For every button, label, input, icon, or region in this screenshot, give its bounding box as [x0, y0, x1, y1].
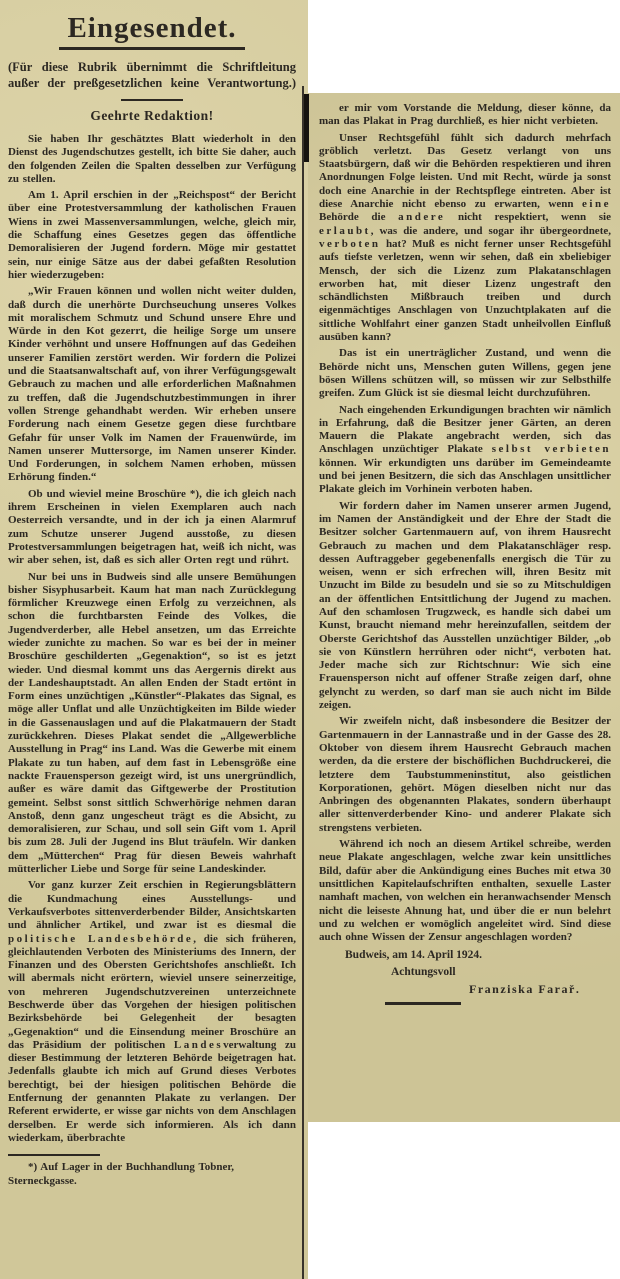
emphasized-text: andere — [398, 211, 446, 224]
article-paragraph — [8, 133, 296, 186]
article-paragraph — [319, 132, 611, 345]
article-paragraph — [319, 500, 611, 713]
paragraph-text: , was die andere, und sogar ihr übergeordnete, — [370, 224, 611, 237]
paragraph-text: er mir vom Vorstande die Meldung, dieser könne, da man das Plakat in Prag durchließ, es hier nicht verbieten. — [319, 102, 611, 128]
emphasized-text: verboten — [319, 237, 381, 250]
dateline: Budweis, am 14. April 1924. — [345, 949, 483, 962]
paragraph-text: , die sich früheren, gleichlautenden Verboten des Ministeriums des Innern, der Finanzen und des Obersten Gerichtshofes anschließt. Ich will abermals nicht erörtern, wieviel unsere seinerzeitige, von mehreren Jugendschutzvereinen unterzeichnete Beschwerde über das Vorgehen der hiesigen politischen Bezirksbehörde bei Gelegenheit der besagten „Gegenaktion“ und die Einsendung meiner Broschüre an das Präsidium der politischen — [8, 932, 296, 1051]
paragraph-text: *) Auf Lager in der Buchhandlung Tobner, Sterneckgasse. — [8, 1161, 235, 1187]
paragraph-text: Unser Rechtsgefühl fühlt sich dadurch mehrfach gröblich verletzt. Das Gesetz verlangt von uns Staatsbürgern, daß wir die Behörden respektieren und ihren Anordnungen Folge leisten. Und mit Recht, würde ja sonst doch eine Anarchie in der Rechtspflege eintreten. Aber ist diese Anarchie nicht ebenso zu erwarten, wenn — [319, 131, 611, 211]
paragraph-text: verwaltung zu dieser Bestimmung der letzteren Behörde beigetragen hat. Jedenfalls glaubte ich mich auf Grund dieses Verbotes berechtigt, bei der hiesigen politischen Behörde die Entfernung der genannten Plakate zu verlangen. Der Referent erwiderte, er wisse gar nichts von dem Anschlagen derselben. Er werde sich informieren. Als ich dann wiederkam, überbrachte — [8, 1038, 296, 1144]
section-rule — [121, 99, 183, 101]
footnote-rule — [8, 1154, 100, 1156]
emphasized-text: Landes — [173, 1038, 224, 1051]
article-paragraph — [8, 189, 296, 282]
paragraph-text: Am 1. April erschien in der „Reichspost“ der Bericht über eine Protestversammlung der katholischen Frauen Wiens in zwei Massenversammlungen, welche, gleich mir, die Schaffung eines Gesetzes gegen das öffentliche Demoralisieren der Jugend fordern. Möge mir gestattet sein, nur einige Sätze aus der dabei gefaßten Resolution hier wiederzugeben: — [8, 189, 296, 281]
article-title — [8, 8, 296, 50]
article-paragraph — [8, 571, 296, 877]
paragraph-text: Nur bei uns in Budweis sind alle unsere Bemühungen bisher Sisyphusarbeit. Kaum hat man nach Zurücklegung förmlicher Kreuzwege einen Erfolg zu verzeichnen, als schon die furchtbarsten Feinde des Volkes, die Jugendverderber, alle Hebel ansetzen, um das Erreichte wieder zunichte zu machen. So war es bei der in meiner Broschüre geschilderten „Gegenaktion“, so ist es jetzt wieder. Und diesmal kommt uns das Aergernis direkt aus der Landeshauptstadt. An allen Enden der Stadt ertönt in Form eines unzüchtigen „Künstler“-Plakates das Signal, es möge aller Unflat und alle Unzüchtigkeiten im Bilde wieder in die Gassenauslagen und auf die Plakatmauern der Stadt zurückkehren. Dieses Plakat sendet die „Allgewerbliche Ausstellung in Prag“ ins Land. Was die Gewerbe mit einem Plakate zu tun haben, auf dem fast in Lebensgröße eine nackte Frauensperson gezeigt wird, ist uns unergründlich, außer es wäre damit das Giftgewerbe der Prostitution gemeint. Selbst sonst sittlich Schwerhörige nehmen daran Anstoß, denn ganz ungescheut trägt es die Absicht, zu demoralisieren, zur Schau, und soll sein Gift vom 1. April bis zum 28. Juli der Jugend ins Blut träufeln. Wir danken dem „Mütterchen“ Prag für diesen Beweis wahrhaft mütterlicher Liebe und Sorge für seine Landeskinder. — [8, 570, 296, 876]
paragraph-text: können. Wir erkundigten uns darüber im Gemeindeamte und bei jenen Besitzern, die sich das Anschlagen unsittlicher Plakate gleich im Vorhinein verboten haben. — [319, 456, 611, 496]
article-paragraph — [319, 838, 611, 944]
left-column-body — [8, 133, 296, 1145]
paragraph-text: Das ist ein unerträglicher Zustand, und wenn die Behörde nicht uns, Menschen guten Willens, gegen jene bösen Willens schützen will, so müssen wir zur Selbsthilfe greifen. Zum Glück ist sie diesmal leicht durchzuführen. — [319, 347, 611, 400]
article-paragraph — [319, 347, 611, 400]
right-column — [319, 102, 611, 1005]
paragraph-text: Ob und wieviel meine Broschüre *), die ich gleich nach ihrem Erscheinen in vielen Exemplaren auch nach Oesterreich versandte, und in der ich ja einen Alarmruf zum Schutze unserer Jugend ausstoße, zu diesen Protestversammlungen beigetragen hat, weiß ich nicht, was wir aber sehen, ist, daß es sich aller Orten regt und rührt. — [8, 487, 296, 567]
emphasized-text: eine — [582, 198, 611, 211]
closing-formula: Achtungsvoll — [391, 966, 456, 979]
emphasized-text: politische Landesbehörde — [8, 932, 194, 945]
left-column — [8, 6, 296, 1191]
article-title-text: Eingesendet. — [59, 12, 244, 50]
end-rule — [385, 1002, 461, 1005]
column-divider-rule — [302, 86, 304, 1279]
article-paragraph — [319, 102, 611, 129]
article-paragraph — [8, 285, 296, 484]
paragraph-text: Während ich noch an diesem Artikel schreibe, werden neue Plakate angeschlagen, welche zwar kein unsittliches Bild, dafür aber die Ankündigung eines Buches mit etwa 30 unsittlichen Kapitelaufschriften enthalten, sexuelle Laster namhaft machen, von welchen ein heranwachsender Mensch nicht die leiseste Ahnung hat, und über die er nun belehrt und zu welchen er womöglich angeleitet wird. Sind diese auch ohne Wissen der Zensur angeschlagen worden? — [319, 838, 611, 944]
paragraph-text: Behörde die — [319, 211, 399, 224]
article-paragraph — [8, 879, 296, 1145]
article-paragraph — [319, 715, 611, 835]
paragraph-text: Vor ganz kurzer Zeit erschien in Regierungsblättern die Kundmachung eines Ausstellungs- und Verkaufsverbotes sittenverderbender Bilder, Ansichtskarten und ähnlicher Artikel, und zwar ist es diesmal die — [8, 879, 296, 932]
paragraph-text: nicht respektiert, wenn sie — [445, 211, 611, 224]
emphasized-text: erlaubt — [319, 224, 371, 237]
paragraph-text: hat? Muß es nicht ferner unser Rechtsgefühl aufs tiefste verletzen, wenn wir sehen, daß ein xbeliebiger Mensch, der sich die Lizenz zum Plakatanschlagen erworben hat, mit dieser Lizenz ungestraft den schändlichsten Mißbrauch treiben und durch eigenmächtiges Anschlagen von Unzuchtplakaten auf die sittliche Wohlfahrt einer ganzen Stadt unheilvollen Einfluß ausüben kann? — [319, 237, 611, 344]
paragraph-text: „Wir Frauen können und wollen nicht weiter dulden, daß durch die unerhörte Durchseuchung unseres Volkes mit moralischem Schmutz und Schund unsere Ehre und Würde in den Kot gezerrt, die heilige Sorge um unsere Kinder verhöhnt und unsere Hoffnungen auf das Gedeihen unserer Familien zerstört werden. Wir fordern die Polizei und die Staatsanwaltschaft auf, von ihrer Verfügungsgewalt Gebrauch zu machen und alle erforderlichen Maßnahmen zu treffen, daß die Jugendschutzbestimmungen in ihrer vollen Strenge gehandhabt werden. Wir erheben unsere Forderung nach einem Gesetze gegen diese furchtbare Gefahr für unser Volk im Namen der Frauenwürde, im Namen unserer Muttersorge, im Namen unserer Kinder. Und Forderungen, in solchem Namen erhoben, müssen Erhörung finden.“ — [8, 285, 296, 484]
salutation: Geehrte Redaktion! — [90, 108, 214, 123]
article-paragraph — [8, 488, 296, 568]
scan-edge-mark — [304, 94, 309, 162]
paragraph-text: Nach eingehenden Erkundigungen brachten wir nämlich in Erfahrung, daß die Besitzer jener Gärten, an deren Mauern die Plakate angebracht werden, sich das Anschlagen unzüchtiger Plakate — [319, 403, 611, 456]
signature: Franziska Farař. — [469, 982, 581, 997]
footnote — [8, 1161, 296, 1188]
paragraph-text: Sie haben Ihr geschätztes Blatt wiederholt in den Dienst des Jugendschutzes gestellt, ich bitte Sie daher, auch den folgenden Zeilen die Spalten desselben zur Verfügung zu stellen. — [8, 133, 296, 185]
emphasized-text: selbst verbieten — [491, 443, 611, 456]
editorial-disclaimer: (Für diese Rubrik übernimmt die Schriftleitung außer der preßgesetzlichen keine Verantwortung.) — [8, 60, 296, 90]
paragraph-text: Wir zweifeln nicht, daß insbesondere die Besitzer der Gartenmauern in der Lannastraße und in der Gasse des 28. Oktober von diesem ihrem Hausrecht Gebrauch machen werden, da die erstere der bischöflichen Buchdruckerei, die letztere dem Taubstummeninstitut, also geistlichen Korporationen, gehört. Mögen dieselben nicht nur das Anbringen des obgenannten Plakates, sondern überhaupt aller sittenverderbender Kino- und anderer Plakate sich strengstens verbieten. — [319, 715, 611, 834]
paragraph-text: Wir fordern daher im Namen unserer armen Jugend, im Namen der Anständigkeit und der Ehre der Stadt die Besitzer solcher Gartenmauern auf, von ihrem Hausrecht Gebrauch zu machen und dem Plakatanschläger resp. dessen Auftraggeber gegebenenfalls energisch die Tür zu weisen, wenn er sich erfrechen will, ihren Besitz mit Unzucht im Bilde zu besudeln und sie so zu Mitschuldigen an der öffentlichen Entsittlichung der Jugend zu machen. Auf den schamlosen Trugzweck, es handle sich dabei um Kunst, braucht niemand mehr hereinzufallen, seitdem der Oberste Gerichtshof das Ausstellen unzüchtiger Bilder, „ob sie von Künstlern herrühren oder nicht“, verboten hat. Jeder mache sich zur Richtschnur: Wie sich eine Frauensperson nicht auf offener Straße zeigen darf, ohne gelyncht zu werden, so darf man sie auch nicht im Bilde zeigen. — [319, 499, 611, 712]
article-paragraph — [8, 1161, 296, 1188]
right-column-body — [319, 102, 611, 944]
article-paragraph — [319, 404, 611, 497]
